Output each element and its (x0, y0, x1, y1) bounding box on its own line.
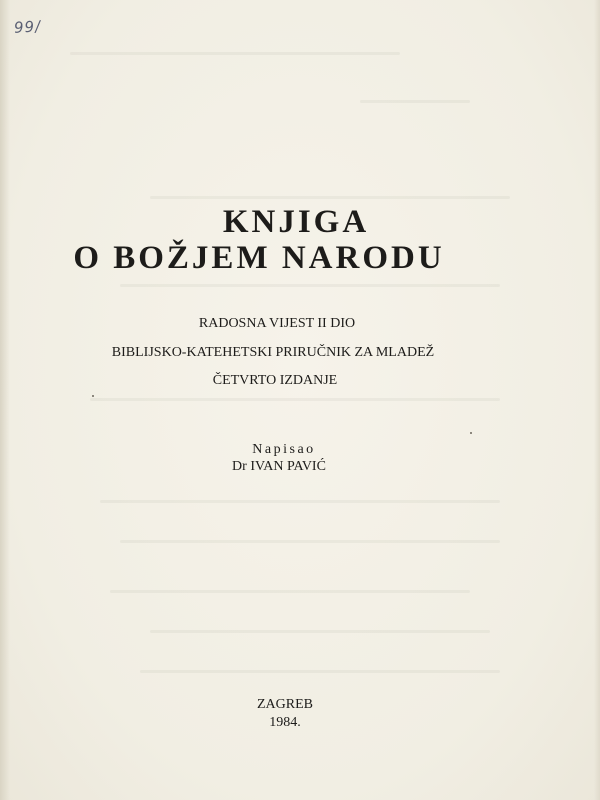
bleed-through-line (360, 100, 470, 103)
handwritten-page-number: 99/ (13, 17, 42, 37)
page-edge-shadow-left (0, 0, 10, 800)
bleed-through-line (150, 196, 510, 199)
publication-year: 1984. (269, 715, 301, 730)
author-name: Dr IVAN PAVIĆ (232, 459, 326, 474)
author-label: Napisao (252, 442, 316, 457)
bleed-through-line (120, 284, 500, 287)
bleed-through-line (110, 590, 470, 593)
bleed-through-line (140, 670, 500, 673)
speck (470, 432, 472, 434)
bleed-through-line (120, 540, 500, 543)
publication-city: ZAGREB (257, 697, 313, 712)
book-title-line-2: O BOŽJEM NARODU (73, 240, 445, 276)
bleed-through-line (100, 500, 500, 503)
bleed-through-line (70, 52, 400, 55)
bleed-through-line (90, 398, 500, 401)
speck (92, 395, 94, 397)
subtitle-line-2: BIBLIJSKO-KATEHETSKI PRIRUČNIK ZA MLADEŽ (111, 345, 435, 360)
edition-line: ČETVRTO IZDANJE (212, 373, 338, 388)
page-edge-shadow-right (594, 0, 600, 800)
subtitle-line-1: RADOSNA VIJEST II DIO (198, 316, 356, 331)
book-title-line-1: KNJIGA (222, 204, 370, 240)
bleed-through-line (150, 630, 490, 633)
